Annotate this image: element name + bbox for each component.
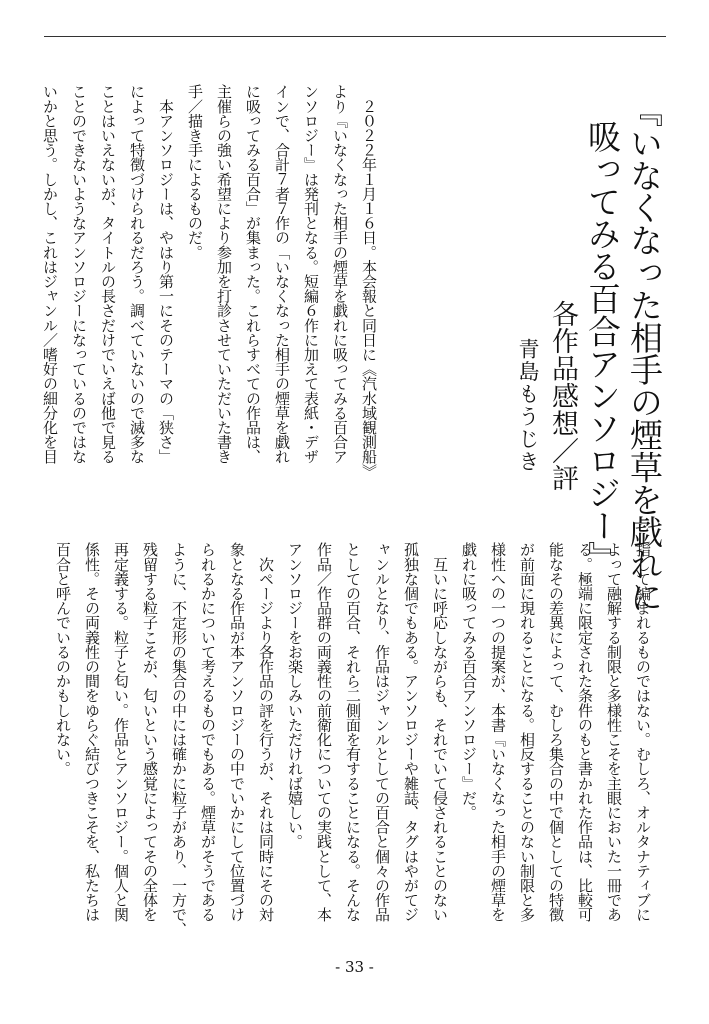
body-line: 係性。その両義性の間をゆらぐ結びつきこそを、私たちは bbox=[83, 542, 101, 922]
body-line: ２０２２年１月１６日。本会報と同日に《汽水域観測船》 bbox=[360, 84, 378, 479]
body-line: ことはいえないが、タイトルの長さだけでいえば他で見る bbox=[99, 84, 117, 464]
body-line: 孤独な個でもある。アンソロジーや雑誌、タグはやがてジ bbox=[402, 542, 420, 922]
body-line: 主催らの強い希望により参加を打診させていただいた書き bbox=[215, 84, 233, 464]
body-line: によって特徴づけられるだろう。調べていないので滅多な bbox=[128, 84, 146, 464]
body-line: られるかについて考えるものでもある。煙草がそうである bbox=[199, 542, 217, 922]
body-line: ことのできないようなアンソロジーになっているのではな bbox=[70, 84, 88, 464]
article-subtitle: 各作品感想／評 bbox=[547, 300, 578, 492]
page-number: - 33 - bbox=[335, 958, 374, 976]
body-line: より『いなくなった相手の煙草を戯れに吸ってみる百合ア bbox=[331, 84, 349, 464]
body-line: ンソロジー』は発刊となる。短編６作に加えて表紙・デザ bbox=[302, 84, 320, 464]
body-line: に吸ってみる百合」が集まった。これらすべての作品は、 bbox=[244, 84, 262, 464]
body-line: よって融解する制限と多様性こそを主眼においた一冊であ bbox=[605, 542, 623, 922]
body-line: 次ページより各作品の評を行うが、それは同時にその対 bbox=[257, 542, 275, 922]
body-line: 再定義する。粒子と匂い。作品とアンソロジー。個人と関 bbox=[112, 542, 130, 922]
body-line: ように、不定形の集合の中には確かに粒子があり、一方で、 bbox=[170, 542, 188, 937]
body-line: 残留する粒子こそが、匂いという感覚によってその全体を bbox=[141, 542, 159, 922]
body-line: 象となる作品が本アンソロジーの中でいかにして位置づけ bbox=[228, 542, 246, 922]
body-line: る。極端に限定された条件のもと書かれた作品は、比較可 bbox=[576, 542, 594, 922]
body-line: 互いに呼応しながらも、それでいて侵されることのない bbox=[431, 542, 449, 922]
body-line: 本アンソロジーは、やはり第一にそのテーマの「狭さ」 bbox=[157, 84, 175, 464]
top-rule bbox=[44, 36, 666, 37]
title-line-1: 『いなくなった相手の煙草を戯れに bbox=[625, 94, 664, 613]
body-line: 指して編まれるものではない。むしろ、オルタナティブに bbox=[634, 542, 652, 922]
body-line: が前面に現れることになる。相反することのない制限と多 bbox=[518, 542, 536, 922]
body-line: 様性への一つの提案が、本書『いなくなった相手の煙草を bbox=[489, 542, 507, 922]
body-line: アンソロジーをお楽しみいただければ嬉しい。 bbox=[286, 542, 304, 849]
body-line: いかと思う。しかし、これはジャンル／嗜好の細分化を目 bbox=[41, 84, 59, 464]
body-line: 戯れに吸ってみる百合アンソロジー』だ。 bbox=[460, 542, 478, 820]
title-line-2: 吸ってみる百合アンソロジー』 bbox=[583, 120, 622, 574]
body-line: 百合と呼んでいるのかもしれない。 bbox=[54, 542, 72, 776]
body-line: 手／描き手によるものだ。 bbox=[186, 84, 204, 260]
body-line: 作品／作品群の両義性の前衛化についての実践として、本 bbox=[315, 542, 333, 922]
body-line: 能なその差異によって、むしろ集合の中で個としての特徴 bbox=[547, 542, 565, 922]
body-line: ャンルとなり、作品はジャンルとしての百合と個々の作品 bbox=[373, 542, 391, 922]
article-author: 青島もうじき bbox=[516, 338, 540, 473]
body-line: インで、合計７者７作の「いなくなった相手の煙草を戯れ bbox=[273, 84, 291, 464]
body-line: としての百合、それら二側面を有することになる。そんな bbox=[344, 542, 362, 922]
